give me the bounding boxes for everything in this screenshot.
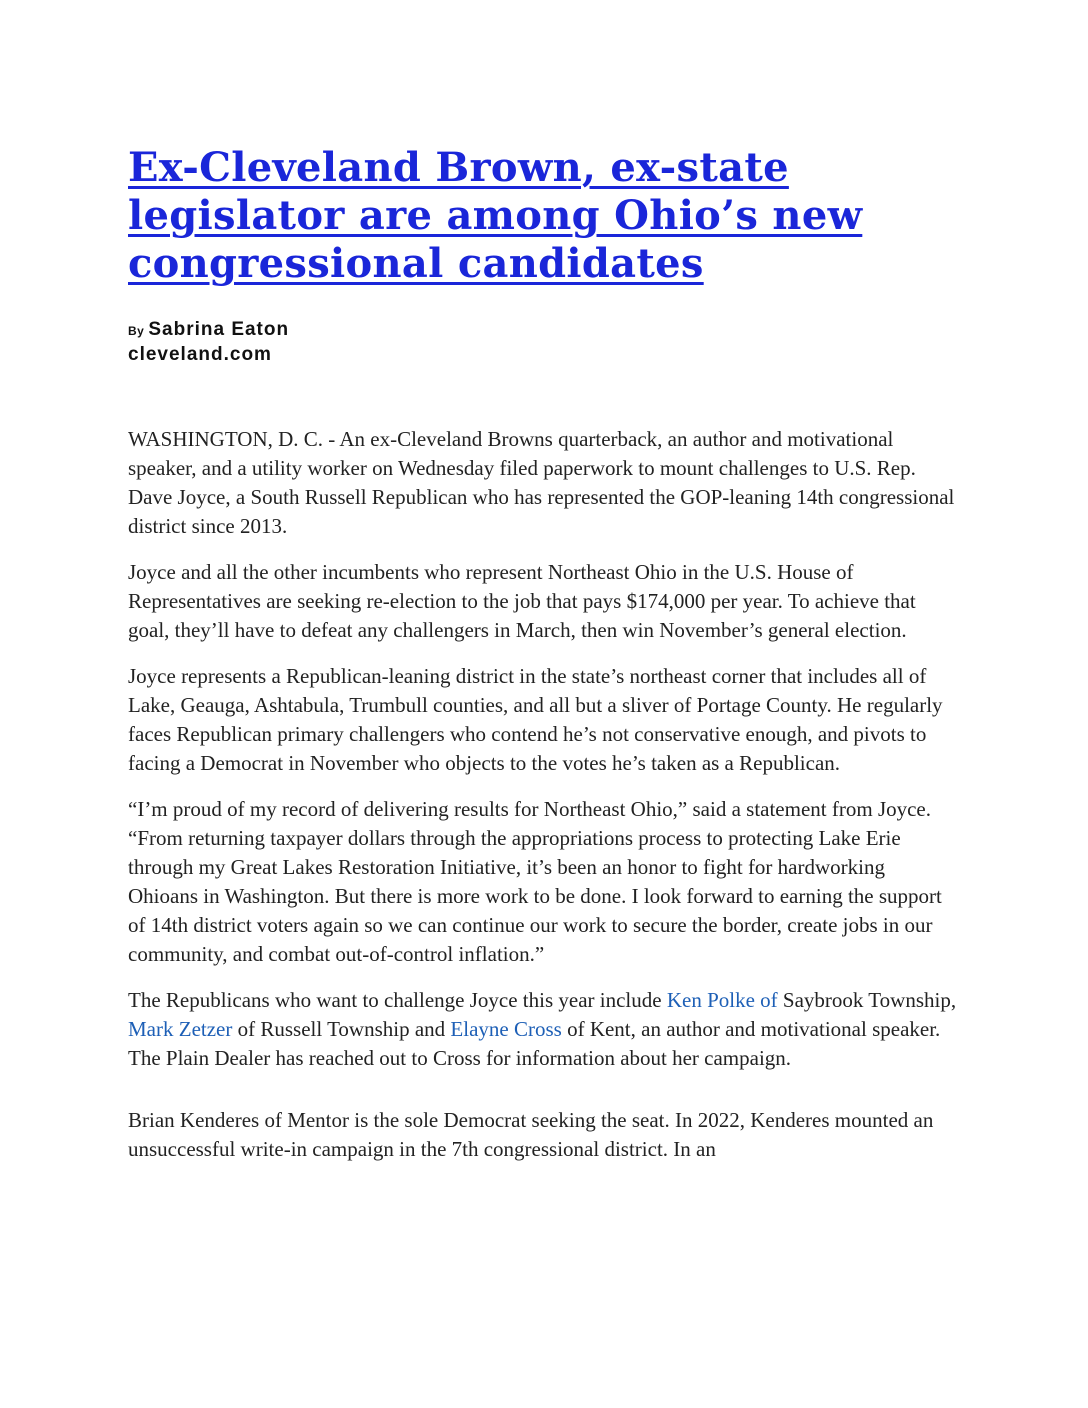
headline-link[interactable]: Ex-Cleveland Brown, ex-state legislator are among Ohio’s new congressional candidates xyxy=(128,144,863,287)
paragraph-4: “I’m proud of my record of delivering results for Northeast Ohio,” said a statement from Joyce. “From returning taxpayer dollars through the appropriations process to protecting Lake Erie through my Great Lakes Restoration Initiative, it’s been an honor to fight for hardworking Ohioans in Washington. But there is more work to be done. I look forward to earning the support of 14th district voters again so we can continue our work to secure the border, create jobs in our community, and combat out-of-control inflation.” xyxy=(128,797,942,966)
outlet-name: cleveland.com xyxy=(128,344,272,365)
article xyxy=(128,144,958,1181)
article-headline xyxy=(128,144,958,288)
article-body xyxy=(128,425,958,1164)
paragraph-5-text-mid2: of Russell Township and xyxy=(232,1017,451,1041)
mark-zetzer-link[interactable]: Mark Zetzer xyxy=(128,1017,233,1041)
paragraph-5-text-before: The Republicans who want to challenge Joyce this year include xyxy=(128,988,667,1012)
paragraph-2: Joyce and all the other incumbents who represent Northeast Ohio in the U.S. House of Representatives are seeking re-election to the job that pays $174,000 per year. To achieve that goal, they’ll have to defeat any challengers in March, then win November’s general election. xyxy=(128,560,916,642)
elayne-cross-link[interactable]: Elayne Cross xyxy=(450,1017,562,1041)
paragraph-6: Brian Kenderes of Mentor is the sole Democrat seeking the seat. In 2022, Kenderes mounted an unsuccessful write-in campaign in the 7th congressional district. In an xyxy=(128,1108,934,1161)
author-name: Sabrina Eaton xyxy=(148,319,290,340)
byline-prefix: By xyxy=(128,324,145,338)
paragraph-5 xyxy=(128,986,958,1073)
byline xyxy=(128,318,958,367)
paragraph-3: Joyce represents a Republican-leaning district in the state’s northeast corner that includes all of Lake, Geauga, Ashtabula, Trumbull counties, and all but a sliver of Portage County. He regularly faces Republican primary challengers who contend he’s not conservative enough, and pivots to facing a Democrat in November who objects to the votes he’s taken as a Republican. xyxy=(128,664,943,775)
paragraph-1: WASHINGTON, D. C. - An ex-Cleveland Browns quarterback, an author and motivational speaker, and a utility worker on Wednesday filed paperwork to mount challenges to U.S. Rep. Dave Joyce, a South Russell Republican who has represented the GOP-leaning 14th congressional district since 2013. xyxy=(128,427,955,538)
paragraph-5-text-after: of Kent, an author and motivational speaker. The Plain Dealer has reached out to Cross for information about her campaign. xyxy=(128,1017,941,1070)
byline-author-row xyxy=(128,318,958,343)
ken-polke-link[interactable]: Ken Polke of xyxy=(666,988,778,1012)
paragraph-5-text-mid1: Saybrook Township, xyxy=(777,988,957,1012)
